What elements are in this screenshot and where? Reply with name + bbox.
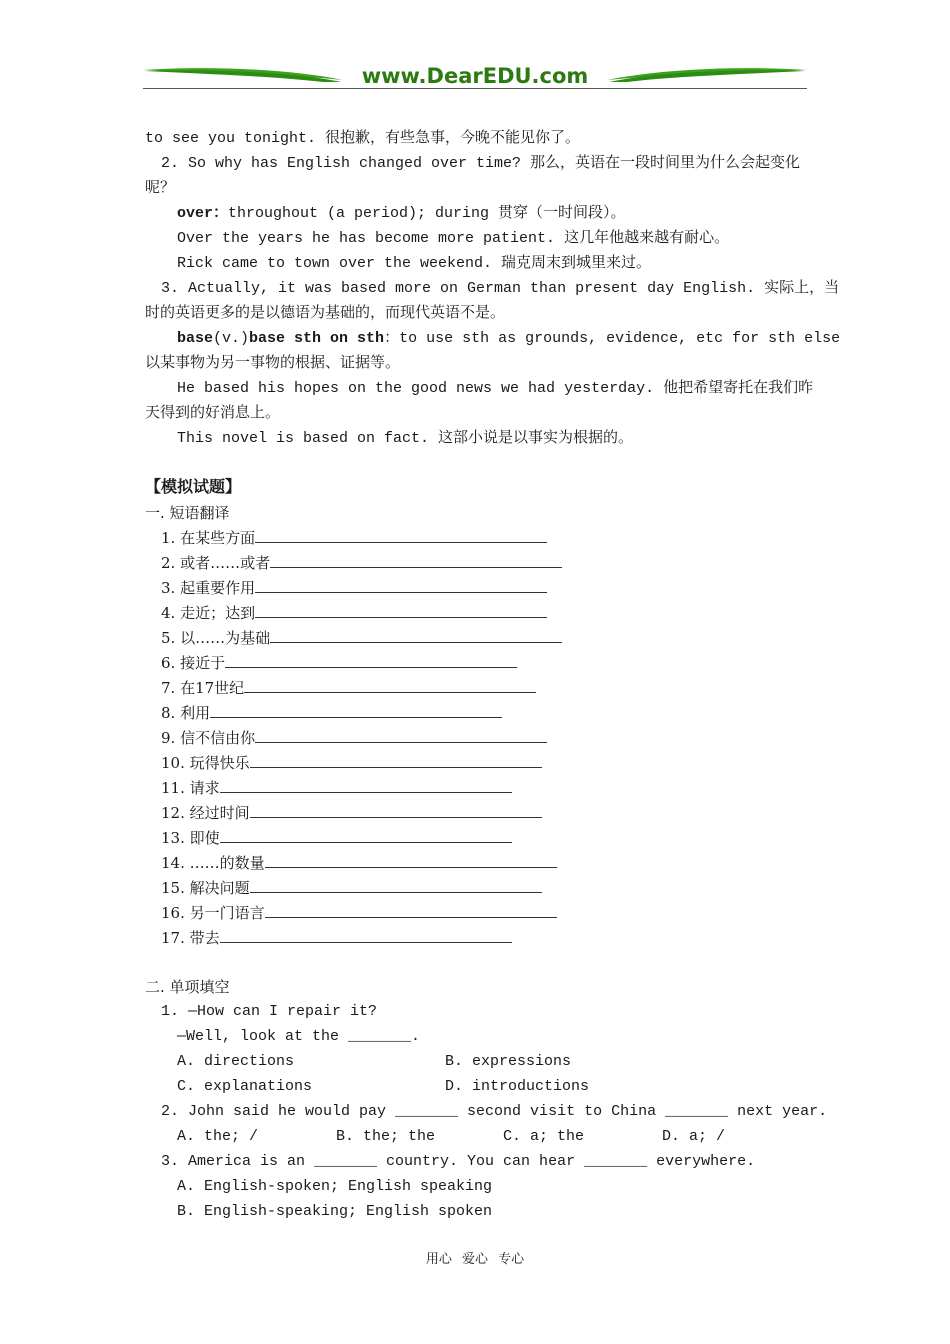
body-line: to see you tonight. 很抱歉，有些急事，今晚不能见你了。 (145, 130, 581, 147)
definition: ：to use sth as grounds, evidence, etc for sth else (384, 330, 841, 347)
question-stem: 3. America is an _______ country. You can hear _______ everywhere. (161, 1153, 756, 1170)
body-line: 3. Actually, it was based more on German than present day English. 实际上，当 (161, 280, 840, 297)
phrase-item (161, 578, 547, 598)
answer-blank[interactable] (220, 828, 512, 843)
phrase-item (161, 553, 562, 573)
phrase-text: 9. 信不信由你 (161, 729, 256, 747)
phrase-text: 12. 经过时间 (161, 804, 250, 822)
example-line: Over the years he has become more patient. 这几年他越来越有耐心。 (177, 230, 730, 247)
phrase-item (161, 703, 502, 723)
term-base: base (177, 330, 214, 347)
answer-blank[interactable] (244, 678, 536, 693)
body-line (177, 204, 626, 224)
page-footer: 用心 爱心 专心 (425, 1252, 525, 1267)
option-a[interactable]: A. English-spoken; English speaking (177, 1178, 493, 1195)
body-line: 天得到的好消息上。 (145, 405, 281, 422)
phrase-text: 16. 另一门语言 (161, 904, 265, 922)
phrase-text: 10. 玩得快乐 (161, 754, 250, 772)
phrase-item (161, 728, 547, 748)
answer-blank[interactable] (255, 578, 547, 593)
term-base-phrase: base sth on sth (249, 330, 385, 347)
option-a[interactable]: A. the; / (177, 1128, 259, 1145)
question-stem: 1. —How can I repair it? (161, 1003, 378, 1020)
header-divider (143, 88, 807, 89)
phrase-text: 6. 接近于 (161, 654, 226, 672)
term-over: over： (177, 205, 229, 222)
body-line: 2. So why has English changed over time? 那么，英语在一段时间里为什么会起变化 (161, 155, 801, 172)
phrase-item (161, 803, 542, 823)
phrase-text: 2. 或者……或者 (161, 554, 271, 572)
phrase-text: 7. 在17世纪 (161, 679, 245, 697)
option-b[interactable]: B. the; the (336, 1128, 436, 1145)
phrase-text: 4. 走近；达到 (161, 604, 256, 622)
answer-blank[interactable] (250, 878, 542, 893)
example-line: Rick came to town over the weekend. 瑞克周末到城里来过。 (177, 255, 652, 272)
body-line (177, 329, 840, 349)
phrase-item (161, 528, 547, 548)
phrase-text: 1. 在某些方面 (161, 529, 256, 547)
answer-blank[interactable] (220, 928, 512, 943)
section-title: 【模拟试题】 (145, 477, 242, 496)
phrase-item (161, 928, 512, 948)
answer-blank[interactable] (255, 528, 547, 543)
definition: throughout (a period); during 贯穿（一时间段）。 (228, 205, 626, 222)
answer-blank[interactable] (270, 628, 562, 643)
phrase-text: 11. 请求 (161, 779, 220, 797)
part2-title: 二. 单项填空 (145, 978, 230, 996)
option-c[interactable]: C. a; the (503, 1128, 585, 1145)
question-stem: —Well, look at the _______. (177, 1028, 421, 1045)
answer-blank[interactable] (265, 853, 557, 868)
answer-blank[interactable] (210, 703, 502, 718)
part1-title: 一. 短语翻译 (145, 504, 230, 522)
answer-blank[interactable] (220, 778, 512, 793)
site-logo-text: www.DearEDU.com (361, 64, 589, 88)
body-line: 时的英语更多的是以德语为基础的，而现代英语不是。 (145, 305, 506, 322)
phrase-text: 8. 利用 (161, 704, 211, 722)
example-line: He based his hopes on the good news we had yesterday. 他把希望寄托在我们昨 (177, 380, 814, 397)
body-line: 呢？ (145, 180, 176, 197)
phrase-item (161, 678, 536, 698)
answer-blank[interactable] (265, 903, 557, 918)
phrase-item (161, 753, 542, 773)
phrase-item (161, 878, 542, 898)
body-line: 以某事物为另一事物的根据、证据等。 (145, 355, 401, 372)
phrase-text: 14. ……的数量 (161, 854, 265, 872)
phrase-item (161, 603, 547, 623)
part-of-speech: (v.) (213, 330, 250, 347)
option-b[interactable]: B. expressions (445, 1053, 572, 1070)
answer-blank[interactable] (250, 753, 542, 768)
answer-blank[interactable] (255, 603, 547, 618)
phrase-item (161, 778, 512, 798)
phrase-item (161, 903, 557, 923)
option-c[interactable]: C. explanations (177, 1078, 313, 1095)
phrase-item (161, 828, 512, 848)
answer-blank[interactable] (225, 653, 517, 668)
example-line: This novel is based on fact. 这部小说是以事实为根据的。 (177, 430, 634, 447)
phrase-text: 5. 以……为基础 (161, 629, 271, 647)
phrase-text: 13. 即使 (161, 829, 220, 847)
answer-blank[interactable] (255, 728, 547, 743)
option-a[interactable]: A. directions (177, 1053, 295, 1070)
option-d[interactable]: D. a; / (662, 1128, 726, 1145)
phrase-item (161, 653, 517, 673)
phrase-item (161, 853, 557, 873)
option-d[interactable]: D. introductions (445, 1078, 590, 1095)
question-stem: 2. John said he would pay _______ second visit to China _______ next year. (161, 1103, 828, 1120)
phrase-text: 3. 起重要作用 (161, 579, 256, 597)
phrase-text: 17. 带去 (161, 929, 220, 947)
phrase-item (161, 628, 562, 648)
answer-blank[interactable] (250, 803, 542, 818)
phrase-text: 15. 解决问题 (161, 879, 250, 897)
answer-blank[interactable] (270, 553, 562, 568)
option-b[interactable]: B. English-speaking; English spoken (177, 1203, 493, 1220)
